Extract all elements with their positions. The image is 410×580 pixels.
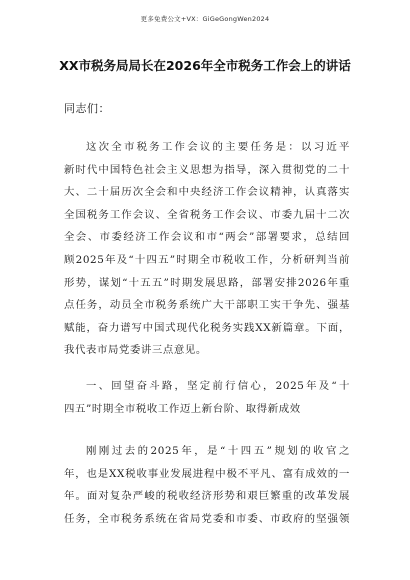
paragraph-intro: [64, 136, 350, 362]
text-line: 形势，谋划“十五五”时期发展思路，部署安排2026年重: [64, 276, 350, 289]
text-line: 一、回望奋斗路，坚定前行信心，2025年及“十: [86, 380, 350, 392]
text-line: 任务，全市税务系统在省局党委和市委、市政府的坚强领: [64, 512, 350, 525]
text-line: 全国税务工作会议、全省税务工作会议、市委九届十二次: [64, 208, 350, 221]
text-line: 大、二十届历次全会和中央经济工作会议精神，认真落实: [64, 186, 350, 199]
salutation: 同志们：: [64, 102, 110, 115]
section-heading-1: [64, 375, 350, 420]
watermark-header: 更多免费公文+VX：GiGeGongWen2024: [140, 15, 270, 23]
text-line: 我代表市局党委讲三点意见。: [64, 344, 207, 357]
paragraph-review: [64, 440, 350, 530]
text-line: 年。面对复杂严峻的税收经济形势和艰巨繁重的改革发展: [64, 490, 350, 503]
text-line: 新时代中国特色社会主义思想为指导，深入贯彻党的二十: [64, 163, 350, 176]
text-line: 顾2025年及“十四五”时期全市税收工作，分析研判当前: [64, 253, 350, 266]
text-line: 点任务，动员全市税务系统广大干部职工实干争先、强基: [64, 299, 350, 312]
text-line: 全会、市委经济工作会议和市“两会”部署要求，总结回: [64, 231, 350, 244]
text-line: 四五”时期全市税收工作迈上新台阶、取得新成效: [64, 402, 301, 415]
text-line: 刚刚过去的2025年，是“十四五”规划的收官之: [86, 445, 350, 457]
text-line: 赋能，奋力谱写中国式现代化税务实践XX新篇章。下面，: [64, 321, 350, 334]
text-line: 年，也是XX税收事业发展进程中极不平凡、富有成效的一: [64, 467, 350, 480]
document-title: XX市税务局局长在2026年全市税务工作会上的讲话: [59, 58, 351, 73]
text-line: 这次全市税务工作会议的主要任务是：以习近平: [86, 141, 350, 153]
